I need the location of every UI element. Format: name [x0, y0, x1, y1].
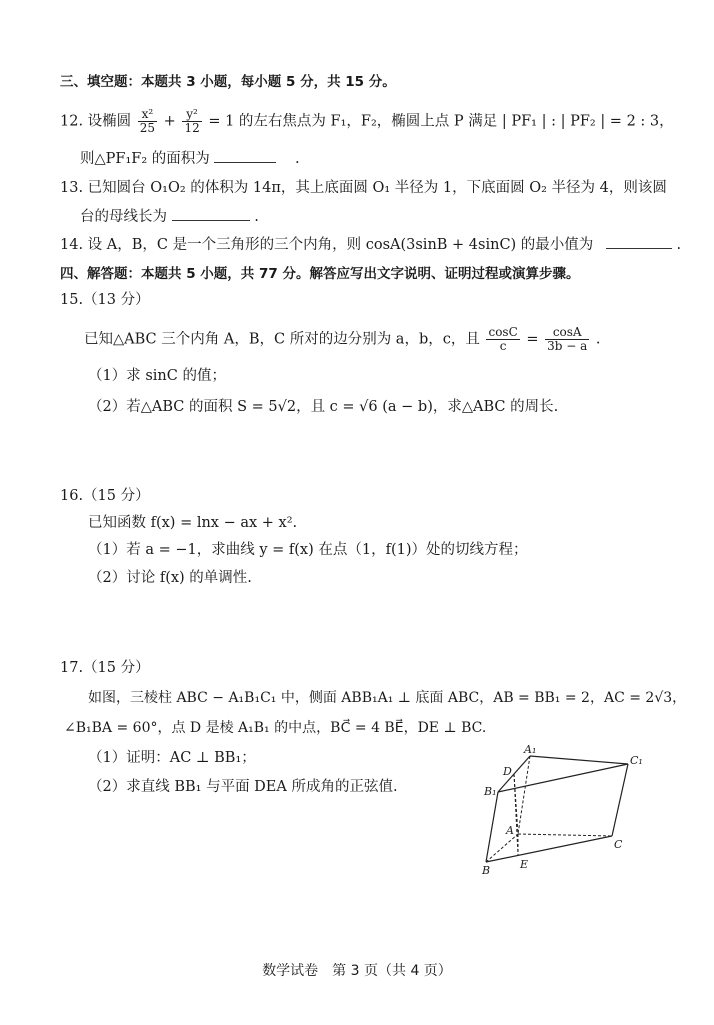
q12-end: . [294, 151, 300, 167]
segment-DA [514, 774, 518, 834]
q12-rest: = 1 的左右焦点为 F₁，F₂，椭圆上点 P 满足 | PF₁ | : | PF₂ | = 2 : 3， [208, 113, 674, 130]
label-C: C [614, 838, 623, 851]
label-B1: B₁ [484, 785, 497, 798]
question-13-line2 [80, 206, 259, 227]
edge-CC1 [612, 764, 628, 836]
q17-header: 17.（15 分） [60, 660, 150, 676]
edge-A1C1 [530, 756, 628, 764]
edge-BC [486, 836, 612, 862]
edge-AC [518, 834, 612, 836]
label-C1: C₁ [630, 754, 643, 767]
q16-stem: 已知函数 f(x) = lnx − ax + x². [88, 515, 298, 531]
q12-plus: + [163, 113, 176, 130]
section4-title: 四、解答题：本题共 5 小题，共 77 分。解答应写出文字说明、证明过程或演算步骤。 [60, 266, 580, 282]
q13-number: 13. [60, 180, 84, 196]
q15-fraction-cosA: $\frac{\cos A}{3b - a}$ [547, 325, 588, 353]
section3-title: 三、填空题：本题共 3 小题，每小题 5 分，共 15 分。 [60, 74, 396, 90]
q14-end: . [676, 237, 682, 253]
q16-header: 16.（15 分） [60, 488, 150, 504]
prism-figure [478, 742, 668, 882]
q13-line1-text: 已知圆台 O₁O₂ 的体积为 14π，其上底面圆 O₁ 半径为 1，下底面圆 O₂ 半径为 4，则该圆 [87, 180, 667, 196]
question-12-line2 [80, 148, 300, 169]
q12-fraction-x: $\frac{\text{x²}}{25}$ [139, 107, 156, 135]
q17-line2: ∠B₁BA = 60°，点 D 是棱 A₁B₁ 的中点，BC⃗ = 4 BE⃗，DE ⊥ BC. [64, 720, 487, 736]
q16-part1: （1）若 a = −1，求曲线 y = f(x) 在点（1，f(1)）处的切线方程； [88, 542, 528, 558]
page-footer: 数学试卷 第 3 页（共 4 页） [262, 963, 452, 979]
q12-fraction-y: $\frac{\text{y²}}{12}$ [184, 107, 200, 135]
q17-part1: （1）证明：AC ⊥ BB₁； [88, 750, 256, 766]
q15-header: 15.（13 分） [60, 292, 150, 308]
question-14 [60, 234, 681, 255]
q15-fraction-cosC: $\frac{\cos C}{c}$ [488, 325, 518, 353]
q12-answer-blank[interactable] [214, 148, 276, 163]
q13-answer-blank[interactable] [172, 206, 250, 221]
q15-stem [84, 326, 601, 353]
q12-prefix: 设椭圆 [87, 113, 132, 130]
q14-answer-blank[interactable] [606, 234, 672, 249]
q15-equals: = [526, 331, 539, 348]
edge-BB1 [486, 792, 498, 862]
label-A: A [506, 824, 514, 837]
q15-part1: （1）求 sinC 的值； [88, 368, 226, 384]
q15-part2: （2）若△ABC 的面积 S = 5√2，且 c = √6 (a − b)，求△ABC 的周长. [88, 399, 559, 415]
q17-part2: （2）求直线 BB₁ 与平面 DEA 所成角的正弦值. [88, 779, 398, 795]
q12-number: 12. [60, 113, 84, 130]
q15-stem-end: . [595, 331, 601, 348]
q13-line2-text: 台的母线长为 [80, 209, 167, 225]
q17-line1: 如图，三棱柱 ABC − A₁B₁C₁ 中，侧面 ABB₁A₁ ⊥ 底面 ABC，AB = BB₁ = 2，AC = 2√3， [88, 690, 687, 706]
question-12-line1 [60, 108, 674, 135]
q15-stem-text: 已知△ABC 三个内角 A，B，C 所对的边分别为 a，b，c，且 [84, 331, 480, 348]
q12-line2-text: 则△PF₁F₂ 的面积为 [80, 151, 210, 167]
label-D: D [503, 765, 512, 778]
label-E: E [520, 858, 529, 871]
label-A1: A₁ [524, 743, 537, 756]
q14-number: 14. [60, 237, 84, 253]
q13-end: . [254, 209, 259, 225]
q16-part2: （2）讨论 f(x) 的单调性. [88, 570, 252, 586]
q14-text: 设 A，B，C 是一个三角形的三个内角，则 cosA(3sinB + 4sinC) 的最小值为 [87, 237, 594, 253]
label-B: B [482, 864, 491, 877]
question-13-line1 [60, 178, 667, 198]
edge-AB [486, 834, 518, 862]
edge-B1C1 [498, 764, 628, 792]
